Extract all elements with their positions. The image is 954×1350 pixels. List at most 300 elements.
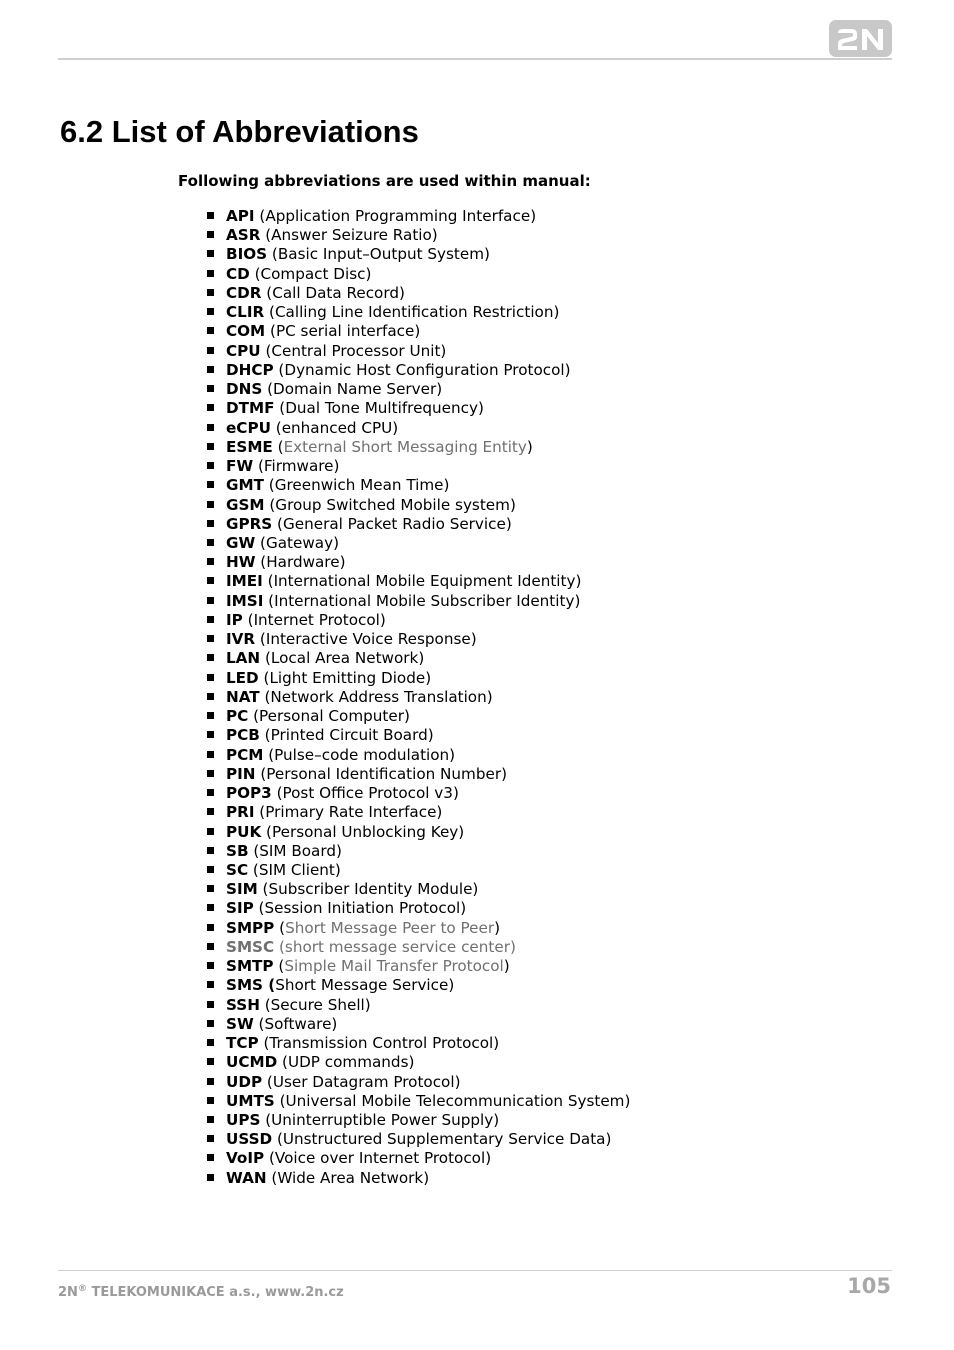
close-paren: ) (605, 1130, 612, 1149)
bullet-icon (207, 943, 214, 950)
abbreviation-term: GMT (226, 476, 264, 495)
open-paren: ( (263, 976, 276, 995)
list-item (207, 592, 630, 611)
bullet-icon (207, 597, 214, 604)
abbreviation-meaning: Software (264, 1014, 332, 1033)
brand-logo (829, 20, 892, 57)
close-paren: ) (530, 207, 537, 225)
list-item (207, 207, 630, 226)
abbreviation-term: VoIP (226, 1149, 265, 1168)
abbreviation-term: IMSI (226, 591, 264, 610)
close-paren: ) (624, 1091, 631, 1110)
abbreviation-term: COM (226, 322, 266, 341)
open-paren: ( (249, 264, 261, 283)
open-paren: ( (248, 707, 260, 726)
bullet-icon (207, 808, 214, 815)
abbreviation-meaning: Call Data Record (272, 283, 399, 302)
bullet-icon (207, 924, 214, 931)
close-paren: ) (472, 880, 479, 899)
list-item (207, 707, 630, 726)
bullet-icon (207, 712, 214, 719)
bullet-icon (207, 424, 214, 431)
open-paren: ( (253, 899, 265, 918)
open-paren: ( (259, 726, 271, 745)
abbreviation-meaning: Voice over Internet Protocol (274, 1149, 486, 1168)
close-paren: ) (436, 803, 443, 822)
abbreviation-term: SW (226, 1014, 254, 1033)
list-item (207, 380, 630, 399)
abbreviation-term: GPRS (226, 514, 273, 533)
close-paren: ) (454, 1072, 461, 1091)
bullet-icon (207, 443, 214, 450)
close-paren: ) (443, 476, 450, 495)
list-item (207, 399, 630, 418)
bullet-icon (207, 789, 214, 796)
list-item (207, 1149, 630, 1168)
abbreviation-term: PUK (226, 822, 262, 841)
open-paren: ( (242, 610, 254, 629)
list-item (207, 957, 630, 976)
list-item (207, 611, 630, 630)
list-item (207, 861, 630, 880)
abbreviation-term: CD (226, 264, 250, 283)
list-item (207, 919, 630, 938)
abbreviation-term: ASR (226, 226, 261, 245)
open-paren: ( (262, 380, 274, 399)
close-paren: ) (423, 1168, 430, 1187)
abbreviation-meaning: Primary Rate Interface (265, 803, 437, 822)
close-paren: ) (509, 495, 516, 514)
list-item (207, 803, 630, 822)
footer-company-rest: TELEKOMUNIKACE a.s., www.2n.cz (86, 1285, 344, 1300)
bullet-icon (207, 904, 214, 911)
abbreviation-term: HW (226, 553, 256, 572)
open-paren: ( (273, 957, 285, 976)
abbreviation-meaning: Short Message Service (275, 976, 449, 995)
abbreviation-meaning: Basic Input–Output System (277, 245, 485, 264)
open-paren: ( (273, 360, 285, 379)
abbreviation-term: DHCP (226, 360, 274, 379)
bullet-icon (207, 847, 214, 854)
close-paren: ) (403, 707, 410, 726)
close-paren: ) (505, 514, 512, 533)
close-paren: ) (339, 553, 346, 572)
bullet-icon (207, 558, 214, 565)
abbreviation-meaning: Dynamic Host Configuration Protocol (284, 360, 565, 379)
list-item (207, 245, 630, 264)
close-paren: ) (501, 764, 508, 783)
abbreviation-meaning: Central Processor Unit (271, 341, 441, 360)
close-paren: ) (333, 533, 340, 552)
bullet-icon (207, 481, 214, 488)
open-paren: ( (267, 245, 278, 264)
abbreviation-term: USSD (226, 1130, 273, 1149)
open-paren: ( (270, 418, 282, 437)
open-paren: ( (264, 1149, 275, 1168)
close-paren: ) (379, 610, 386, 629)
abbreviation-meaning: Group Switched Mobile system (275, 495, 510, 514)
open-paren: ( (274, 918, 286, 937)
abbreviation-term: SMTP (226, 957, 274, 976)
abbreviation-term: CLIR (226, 303, 265, 322)
close-paren: ) (458, 822, 465, 841)
close-paren: ) (398, 283, 405, 302)
abbreviation-term: SIP (226, 899, 254, 918)
bullet-icon (207, 308, 214, 315)
close-paren: ) (493, 1034, 500, 1053)
abbreviation-meaning: Printed Circuit Board (270, 726, 428, 745)
list-item (207, 515, 630, 534)
close-paren: ) (493, 1111, 500, 1130)
bullet-icon (207, 385, 214, 392)
list-item (207, 630, 630, 649)
abbreviation-meaning: Dual Tone Multifrequency (285, 399, 478, 418)
abbreviation-meaning: Network Address Translation (270, 687, 487, 706)
abbreviation-meaning: UDP commands (287, 1053, 409, 1072)
abbreviation-meaning: Personal Unblocking Key (272, 822, 459, 841)
bullet-icon (207, 1135, 214, 1142)
open-paren: ( (253, 1014, 265, 1033)
bullet-icon (207, 1097, 214, 1104)
list-item (207, 996, 630, 1015)
abbreviation-term: LAN (226, 649, 261, 668)
bullet-icon (207, 539, 214, 546)
close-paren: ) (425, 668, 432, 687)
close-paren: ) (431, 226, 438, 245)
bullet-icon (207, 501, 214, 508)
open-paren: ( (266, 1168, 278, 1187)
list-item (207, 1053, 630, 1072)
list-item (207, 784, 630, 803)
list-item (207, 726, 630, 745)
close-paren: ) (427, 726, 434, 745)
open-paren: ( (255, 553, 267, 572)
open-paren: ( (255, 764, 267, 783)
list-item (207, 361, 630, 380)
abbreviation-meaning: Local Area Network (270, 649, 419, 668)
bullet-icon (207, 866, 214, 873)
abbreviation-meaning: Interactive Voice Response (265, 630, 471, 649)
close-paren: ) (408, 1053, 415, 1072)
open-paren: ( (265, 322, 276, 341)
bullet-icon (207, 462, 214, 469)
list-item (207, 976, 630, 995)
list-item (207, 303, 630, 322)
abbreviation-meaning: Wide Area Network (277, 1168, 424, 1187)
list-item (207, 342, 630, 361)
open-paren: ( (253, 457, 264, 476)
close-paren: ) (364, 995, 371, 1014)
abbreviation-term: SC (226, 860, 249, 879)
open-paren: ( (248, 860, 259, 879)
close-paren: ) (478, 399, 484, 418)
abbreviation-meaning: Universal Mobile Telecommunication System (285, 1091, 625, 1110)
logo-2n-mark (829, 20, 892, 57)
bullet-icon (207, 231, 214, 238)
abbreviation-term: API (226, 207, 255, 225)
bullet-icon (207, 616, 214, 623)
close-paren: ) (526, 437, 533, 456)
abbreviation-term: BIOS (226, 245, 268, 264)
open-paren: ( (272, 1130, 283, 1149)
abbreviation-term: UPS (226, 1111, 261, 1130)
footer-company (58, 1280, 344, 1302)
list-item (207, 1130, 630, 1149)
bullet-icon (207, 1174, 214, 1181)
open-paren: ( (262, 572, 274, 591)
abbreviation-term: FW (226, 457, 254, 476)
list-item (207, 496, 630, 515)
close-paren: ) (335, 841, 342, 860)
abbreviation-term: ESME (226, 437, 273, 456)
close-paren: ) (365, 264, 372, 283)
open-paren: ( (260, 1111, 272, 1130)
bullet-icon (207, 1116, 214, 1123)
abbreviation-meaning: Application Programming Interface (265, 207, 531, 225)
abbreviation-term: IP (226, 610, 243, 629)
list-item (207, 1034, 630, 1053)
open-paren: ( (255, 630, 266, 649)
bullet-icon (207, 520, 214, 527)
list-item (207, 476, 630, 495)
bullet-icon (207, 577, 214, 584)
bullet-icon (207, 751, 214, 758)
abbreviation-meaning: short message service center (284, 937, 510, 956)
abbreviation-meaning: User Datagram Protocol (272, 1072, 455, 1091)
open-paren: ( (261, 283, 273, 302)
close-paren: ) (509, 937, 516, 956)
bullet-icon (207, 981, 214, 988)
close-paren: ) (553, 303, 560, 322)
list-item (207, 899, 630, 918)
abbreviation-meaning: Answer Seizure Ratio (271, 226, 432, 245)
open-paren: ( (274, 1091, 286, 1110)
abbreviation-meaning: Uninterruptible Power Supply (271, 1111, 494, 1130)
close-paren: ) (494, 918, 501, 937)
bullet-icon (207, 674, 214, 681)
abbreviation-term: UMTS (226, 1091, 275, 1110)
abbreviation-meaning: External Short Messaging Entity (283, 437, 527, 456)
bullet-icon (207, 693, 214, 700)
close-paren: ) (503, 957, 510, 976)
list-item (207, 265, 630, 284)
abbreviation-term: TCP (226, 1034, 259, 1053)
bullet-icon (207, 731, 214, 738)
bullet-icon (207, 635, 214, 642)
close-paren: ) (484, 245, 490, 264)
abbreviation-meaning: Gateway (265, 533, 334, 552)
bullet-icon (207, 366, 214, 373)
abbreviation-meaning: Internet Protocol (253, 610, 380, 629)
abbreviation-term: SMS (226, 976, 263, 995)
bullet-icon (207, 327, 214, 334)
abbreviation-meaning: Firmware (263, 457, 334, 476)
abbreviation-term: PCB (226, 726, 260, 745)
list-item (207, 842, 630, 861)
close-paren: ) (486, 687, 493, 706)
abbreviation-meaning: Pulse–code modulation (274, 745, 450, 764)
list-item (207, 553, 630, 572)
list-item (207, 765, 630, 784)
header-divider (58, 58, 892, 60)
close-paren: ) (460, 899, 467, 918)
abbreviation-term: DNS (226, 380, 263, 399)
abbreviation-term: SIM (226, 880, 258, 899)
abbreviation-term: IMEI (226, 572, 263, 591)
abbreviation-meaning: Simple Mail Transfer Protocol (284, 957, 504, 976)
list-item (207, 823, 630, 842)
abbreviation-meaning: Secure Shell (270, 995, 365, 1014)
footer-divider (58, 1270, 892, 1271)
footer-company-prefix: 2N (58, 1285, 78, 1300)
close-paren: ) (574, 591, 581, 610)
abbreviation-meaning: General Packet Radio Service (283, 514, 506, 533)
abbreviation-meaning: Greenwich Mean Time (274, 476, 444, 495)
close-paren: ) (333, 457, 340, 476)
close-paren: ) (449, 745, 456, 764)
bullet-icon (207, 962, 214, 969)
bullet-icon (207, 1020, 214, 1027)
abbreviation-term: LED (226, 668, 259, 687)
open-paren: ( (272, 437, 284, 456)
list-item (207, 938, 630, 957)
abbreviation-term: SSH (226, 995, 260, 1014)
open-paren: ( (263, 476, 275, 495)
abbreviation-term: SMPP (226, 918, 275, 937)
open-paren: ( (272, 514, 283, 533)
abbreviation-term: PRI (226, 803, 255, 822)
open-paren: ( (263, 591, 275, 610)
close-paren: ) (448, 976, 455, 995)
open-paren: ( (254, 207, 266, 225)
abbreviation-meaning: PC serial interface (275, 322, 415, 341)
list-item (207, 419, 630, 438)
bullet-icon (207, 250, 214, 257)
bullet-icon (207, 828, 214, 835)
list-item (207, 322, 630, 341)
abbreviation-term: GW (226, 533, 256, 552)
close-paren: ) (564, 360, 571, 379)
abbreviation-term: UDP (226, 1072, 263, 1091)
list-item (207, 1169, 630, 1188)
bullet-icon (207, 770, 214, 777)
abbreviation-term: SMSC (226, 937, 275, 956)
abbreviation-meaning: Unstructured Supplementary Service Data (282, 1130, 606, 1149)
abbreviation-list (207, 207, 630, 1188)
open-paren: ( (259, 995, 271, 1014)
list-item (207, 1111, 630, 1130)
list-item (207, 457, 630, 476)
open-paren: ( (274, 937, 285, 956)
abbreviation-term: UCMD (226, 1053, 278, 1072)
abbreviation-term: CDR (226, 283, 262, 302)
abbreviation-meaning: International Mobile Equipment Identity (273, 572, 576, 591)
abbreviation-term: eCPU (226, 418, 271, 437)
close-paren: ) (440, 341, 447, 360)
abbreviation-meaning: Short Message Peer to Peer (285, 918, 495, 937)
bullet-icon (207, 404, 214, 411)
open-paren: ( (255, 533, 266, 552)
abbreviation-meaning: SIM Board (259, 841, 336, 860)
list-item (207, 438, 630, 457)
open-paren: ( (264, 303, 275, 322)
abbreviation-meaning: Hardware (266, 553, 340, 572)
list-item (207, 572, 630, 591)
page-number: 105 (847, 1274, 891, 1298)
page-title: 6.2 List of Abbreviations (60, 114, 419, 149)
close-paren: ) (334, 860, 341, 879)
open-paren: ( (277, 1053, 288, 1072)
list-item (207, 688, 630, 707)
open-paren: ( (262, 1072, 273, 1091)
abbreviation-term: DTMF (226, 399, 275, 418)
list-item (207, 1092, 630, 1111)
abbreviation-meaning: Light Emitting Diode (269, 668, 426, 687)
open-paren: ( (254, 803, 266, 822)
open-paren: ( (257, 880, 269, 899)
close-paren: ) (452, 784, 459, 803)
abbreviation-term: IVR (226, 630, 256, 649)
abbreviation-term: CPU (226, 341, 261, 360)
open-paren: ( (258, 668, 270, 687)
abbreviation-term: GSM (226, 495, 265, 514)
close-paren: ) (414, 322, 421, 341)
bullet-icon (207, 212, 214, 219)
abbreviation-term: WAN (226, 1168, 267, 1187)
open-paren: ( (259, 687, 271, 706)
abbreviation-meaning: SIM Client (258, 860, 335, 879)
open-paren: ( (260, 341, 272, 360)
close-paren: ) (575, 572, 582, 591)
close-paren: ) (392, 418, 399, 437)
open-paren: ( (263, 745, 275, 764)
open-paren: ( (260, 226, 272, 245)
open-paren: ( (260, 649, 271, 668)
open-paren: ( (264, 495, 276, 514)
abbreviation-meaning: enhanced CPU (281, 418, 393, 437)
bullet-icon (207, 885, 214, 892)
list-item (207, 880, 630, 899)
abbreviation-term: PCM (226, 745, 264, 764)
close-paren: ) (331, 1014, 338, 1033)
bullet-icon (207, 1058, 214, 1065)
abbreviation-term: PIN (226, 764, 256, 783)
abbreviation-meaning: Domain Name Server (273, 380, 437, 399)
abbreviation-term: NAT (226, 687, 260, 706)
list-item (207, 226, 630, 245)
close-paren: ) (436, 380, 443, 399)
close-paren: ) (485, 1149, 492, 1168)
abbreviation-meaning: Calling Line Identification Restriction (274, 303, 554, 322)
list-item (207, 669, 630, 688)
open-paren: ( (261, 822, 272, 841)
intro-text: Following abbreviations are used within manual: (178, 172, 591, 190)
abbreviation-term: POP3 (226, 784, 272, 803)
list-item (207, 284, 630, 303)
bullet-icon (207, 289, 214, 296)
abbreviation-meaning: Personal Identification Number (266, 764, 502, 783)
list-item (207, 746, 630, 765)
abbreviation-meaning: Compact Disc (260, 264, 366, 283)
open-paren: ( (248, 841, 260, 860)
open-paren: ( (274, 399, 286, 418)
abbreviation-meaning: Personal Computer (259, 707, 404, 726)
abbreviation-meaning: Subscriber Identity Module (268, 880, 473, 899)
close-paren: ) (418, 649, 425, 668)
list-item (207, 1073, 630, 1092)
bullet-icon (207, 1154, 214, 1161)
list-item (207, 1015, 630, 1034)
